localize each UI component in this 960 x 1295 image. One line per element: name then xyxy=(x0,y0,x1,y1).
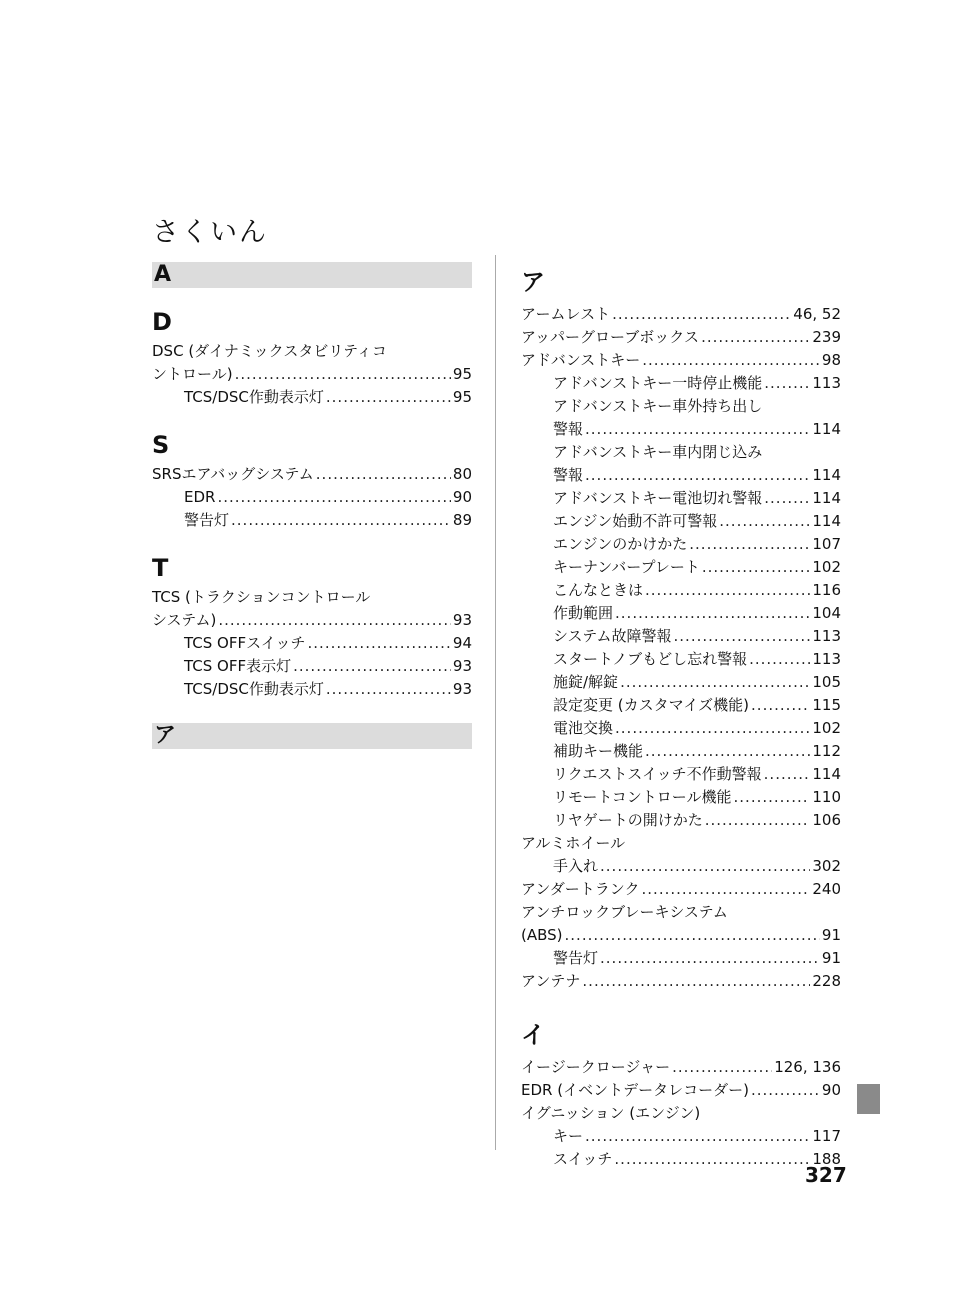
index-subentry: 手入れ ..... 302 xyxy=(521,855,841,878)
index-subentry: 警報 ..... 114 xyxy=(521,464,841,487)
index-entry: イージークロージャー ..... 126, 136 xyxy=(521,1056,841,1079)
left-column xyxy=(152,262,472,749)
index-subentry: アドバンストキー車外持ち出し xyxy=(553,397,763,415)
index-subentry: TCS OFF表示灯 ..... 93 xyxy=(152,655,472,678)
index-subentry: 施錠/解錠 ..... 105 xyxy=(521,671,841,694)
index-entry: アームレスト ..... 46, 52 xyxy=(521,303,841,326)
index-subentry: EDR ..... 90 xyxy=(152,486,472,509)
index-entry: イグニッション (エンジン) xyxy=(521,1104,701,1122)
chapter-tab xyxy=(857,1084,880,1114)
index-subentry: キー ..... 117 xyxy=(521,1125,841,1148)
section-letter-t: T xyxy=(152,554,169,582)
index-subentry: エンジン始動不許可警報 ..... 114 xyxy=(521,510,841,533)
index-entry: アドバンストキー ..... 98 xyxy=(521,349,841,372)
index-entry: アンテナ ..... 228 xyxy=(521,970,841,993)
index-entry: システム) ..... 93 xyxy=(152,609,472,632)
index-subentry: リクエストスイッチ不作動警報 ..... 114 xyxy=(521,763,841,786)
index-subentry: スタートノブもどし忘れ警報 ..... 113 xyxy=(521,648,841,671)
index-subentry: キーナンバープレート ..... 102 xyxy=(521,556,841,579)
index-subentry: こんなときは ..... 116 xyxy=(521,579,841,602)
index-entry: アンダートランク ..... 240 xyxy=(521,878,841,901)
page-title: さくいん xyxy=(152,217,268,248)
section-letter-s: S xyxy=(152,431,170,459)
index-entry: アンチロックブレーキシステム xyxy=(521,903,728,921)
section-bar-a: A xyxy=(152,262,472,288)
index-subentry: アドバンストキー電池切れ警報 ..... 114 xyxy=(521,487,841,510)
index-subentry: スイッチ ..... 188 xyxy=(521,1148,841,1171)
section-letter-i-kana: イ xyxy=(521,1021,545,1049)
index-subentry: TCS/DSC作動表示灯 ..... 95 xyxy=(152,386,472,409)
page-number: 327 xyxy=(805,1163,847,1187)
section-letter-d: D xyxy=(152,308,172,336)
index-subentry: アドバンストキー一時停止機能 ..... 113 xyxy=(521,372,841,395)
index-entry: DSC (ダイナミックスタビリティコ xyxy=(152,342,387,360)
index-entry: (ABS) ..... 91 xyxy=(521,924,841,947)
index-subentry: エンジンのかけかた ..... 107 xyxy=(521,533,841,556)
index-entry: EDR (イベントデータレコーダー) ..... 90 xyxy=(521,1079,841,1102)
index-subentry: 警告灯 ..... 91 xyxy=(521,947,841,970)
index-entry: SRSエアバッグシステム ..... 80 xyxy=(152,463,472,486)
index-subentry: 設定変更 (カスタマイズ機能) ..... 115 xyxy=(521,694,841,717)
index-subentry: 電池交換 ..... 102 xyxy=(521,717,841,740)
right-column xyxy=(521,262,841,1171)
index-subentry: TCS OFFスイッチ ..... 94 xyxy=(152,632,472,655)
index-subentry: 警告灯 ..... 89 xyxy=(152,509,472,532)
column-divider xyxy=(495,255,496,1150)
index-subentry: アドバンストキー車内閉じ込み xyxy=(553,443,763,461)
section-bar-a-kana: ア xyxy=(152,723,472,749)
index-entry: アルミホイール xyxy=(521,834,626,852)
index-subentry: リヤゲートの開けかた ..... 106 xyxy=(521,809,841,832)
index-subentry: 補助キー機能 ..... 112 xyxy=(521,740,841,763)
index-entry: TCS (トラクションコントロール xyxy=(152,588,371,606)
section-letter-a-kana: ア xyxy=(521,268,545,296)
index-entry: ントロール) ..... 95 xyxy=(152,363,472,386)
index-subentry: リモートコントロール機能 ..... 110 xyxy=(521,786,841,809)
index-entry: アッパーグローブボックス ..... 239 xyxy=(521,326,841,349)
index-subentry: システム故障警報 ..... 113 xyxy=(521,625,841,648)
index-subentry: TCS/DSC作動表示灯 ..... 93 xyxy=(152,678,472,701)
index-subentry: 警報 ..... 114 xyxy=(521,418,841,441)
index-subentry: 作動範囲 ..... 104 xyxy=(521,602,841,625)
